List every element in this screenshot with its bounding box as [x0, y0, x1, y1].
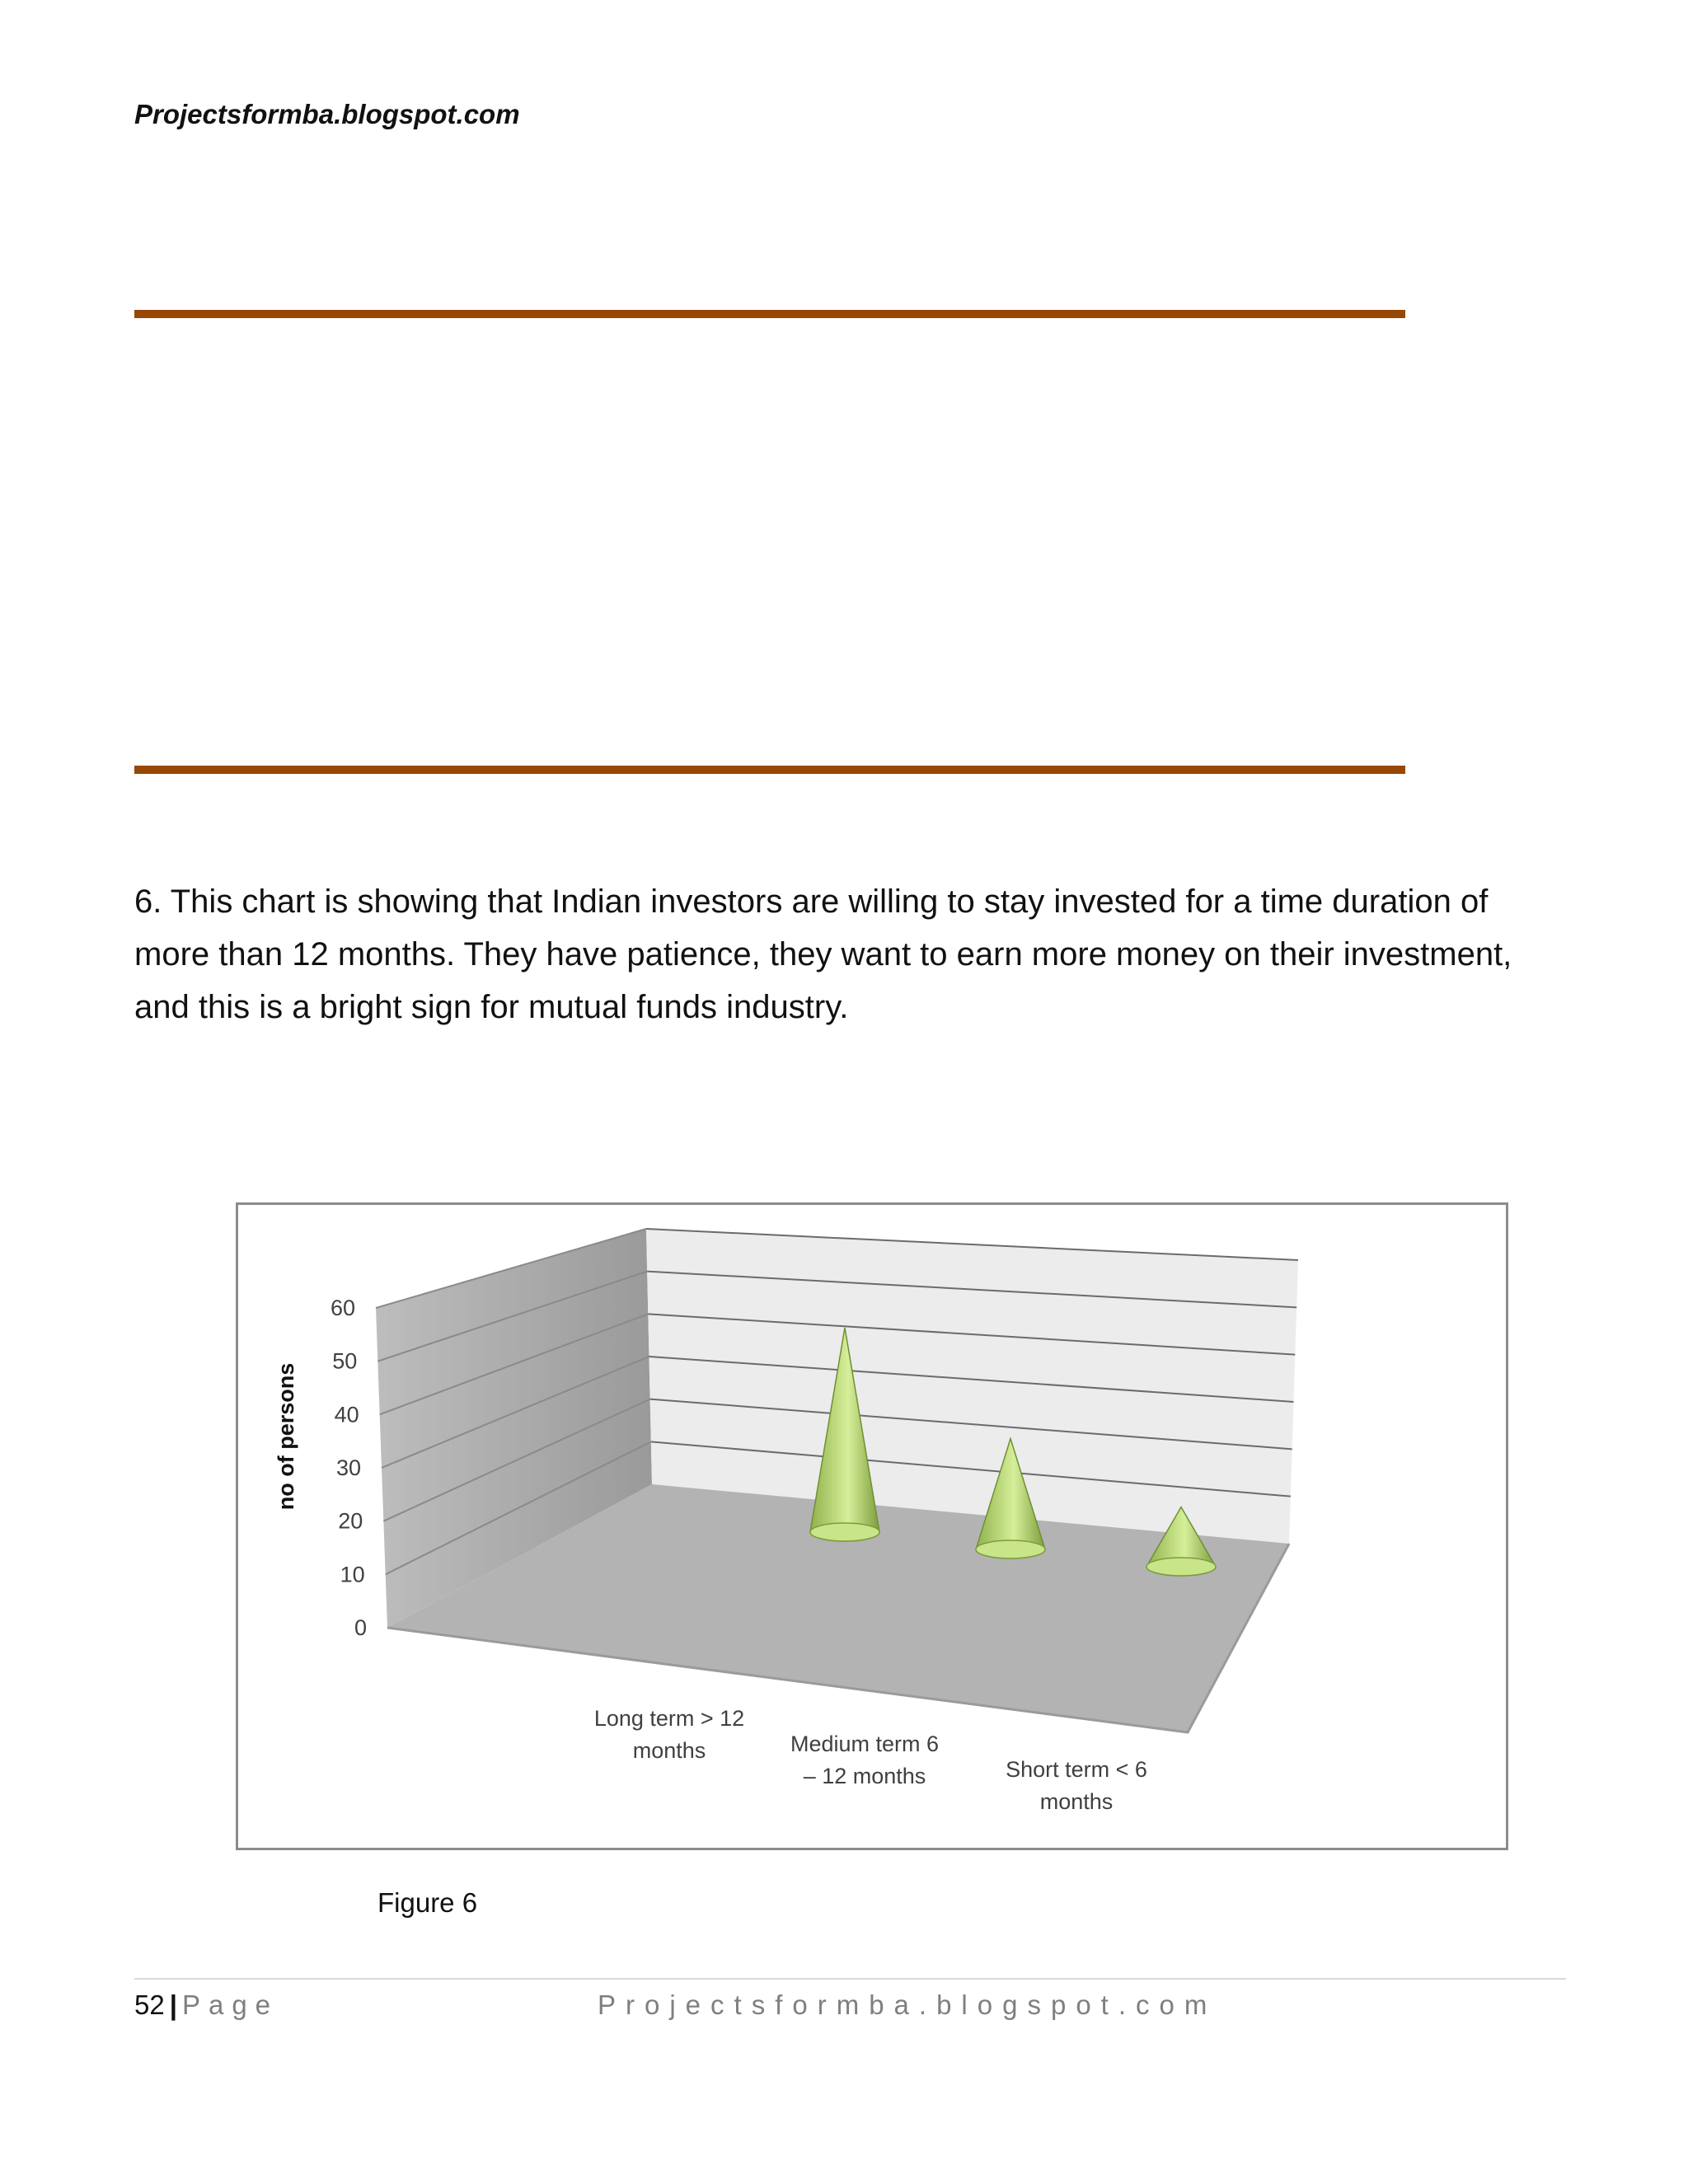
y-tick-label: 10 — [340, 1562, 365, 1587]
cone-base — [976, 1540, 1045, 1558]
footer-page-word: Page — [181, 1990, 279, 2020]
footer-separator: | — [169, 1990, 177, 2020]
y-tick-label: 20 — [338, 1508, 363, 1534]
footer-site: Projectsformba.blogspot.com — [598, 1990, 1217, 2020]
x-tick-label: Long term > 12 months — [593, 1706, 745, 1763]
y-tick-label: 0 — [354, 1615, 367, 1640]
y-tick-label: 30 — [335, 1455, 361, 1480]
page-number: 52 — [134, 1990, 165, 2020]
cone-chart — [238, 1205, 1506, 1848]
x-tick-label: Short term < 6 months — [1006, 1757, 1147, 1814]
footer-rule — [134, 1978, 1566, 1980]
y-tick-label: 50 — [332, 1348, 358, 1374]
y-tick-labels — [331, 1296, 367, 1640]
y-tick-label: 40 — [334, 1402, 359, 1427]
header-site: Projectsformba.blogspot.com — [134, 99, 520, 129]
bottom-rule — [134, 766, 1405, 774]
body-paragraph: 6. This chart is showing that Indian investors are willing to stay invested for a time duration of more than 12 months. They have patience, they want to earn more money on their investment, and this is a bright sign for mutual funds industry. — [134, 883, 1512, 1025]
x-tick-label: Medium term 6 – 12 months — [790, 1732, 940, 1788]
cone-base — [810, 1523, 879, 1541]
figure-caption: Figure 6 — [377, 1887, 478, 1918]
page-footer — [134, 1985, 1566, 2026]
y-tick-label: 60 — [330, 1296, 355, 1320]
chart-frame — [236, 1202, 1508, 1850]
x-tick-labels — [594, 1706, 1147, 1814]
cone-base — [1146, 1558, 1216, 1576]
y-axis-label: no of persons — [274, 1362, 298, 1511]
top-rule — [134, 310, 1405, 318]
